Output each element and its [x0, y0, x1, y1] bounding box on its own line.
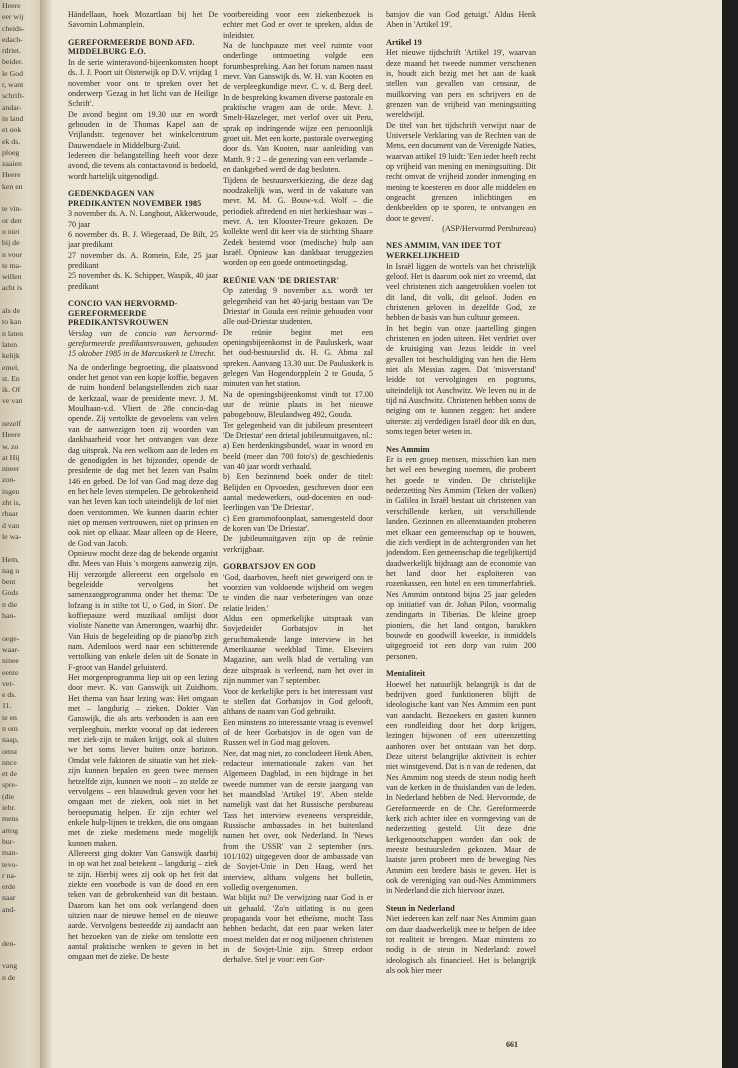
paragraph: Opnieuw mocht deze dag de bekende organist dhr. Mees van Huis 's morgens aanwezig zijn. Hij verzorgde allereerst een orgelsolo en begeleidde vervolgens het samenzangprogramma onder het thema: 'De lofzang is in stilte tot U, o God, in Sion'. De koffiepauze werd muzikaal omlijst door violiste Nanette van Amerongen, waarbij dhr. Van Huis de begeleiding op de piano'bp zich nam. Ademloos werd naar een schitterende vertolking van enkele delen uit de Sonate in F-groot van Handel geluisterd.	[68, 548, 218, 672]
gutter-fragment: tevo-	[2, 859, 19, 869]
section-title: NES AMMIM, VAN IDEE TOT WERKELIJKHEID	[386, 241, 502, 261]
section-title: Nes Ammim	[386, 444, 430, 454]
paragraph: Allereerst ging dokter Van Ganswijk daarbij in op wat het zoal betekent – langdurig – ziek te zijn. Hierbij wees zij ook op het feit dat ziekte een voorbode is van de dood en een teken van de gebrokenheid van dit bestaan. Daarom kan het ons ook verlangend doen uitzien naar de nieuwe hemel en de nieuwe aarde. Vervolgens besteedde zij aandacht aan het bezoeken van de zieke om tenslotte een aantal praktische wenken te geven in het omgaan met de zieke. De beste	[68, 848, 218, 962]
gutter-fragment: le wa-	[2, 531, 22, 541]
gutter-fragment: nneer	[2, 464, 20, 474]
gutter-fragment: (die	[2, 791, 15, 801]
paragraph: De jubileumuitgaven zijn op de reünie verkrijgbaar.	[223, 534, 373, 554]
paragraph: Tijdens de bestuursverkiezing, die deze dag noodzakelijk was, werd in de vakature van mevr. M. M. G. Bouw-v.d. Wolf – die periodiek aftredend en niet herkiesbaar was – mevr. A. ten Klooster-Treure gekozen. De kollekte werd dit keer via de stichting Shaare Zedek bestemd voor (medische) hulp aan Israël. Opnieuw kan dankbaar teruggezien worden op een goede ontmoetingsdag.	[223, 175, 373, 268]
gutter-fragment: bur-	[2, 836, 15, 846]
column-2	[223, 10, 373, 966]
paragraph: De reünie begint met een openingsbijeenkomst in de Pauluskerk, waar het oud-bestuurslid ds. H. G. Abma zal spreken. Aanvang 13.30 uur. De Pauluskerk is gelegen Van Hogendorpplein 2 te Gouda, 5 minuten van het station.	[223, 327, 373, 389]
gutter-fragment: den-	[2, 938, 16, 948]
date-entry: 3 november ds. A. N. Langhout, Akkerwoude, 70 jaar	[68, 209, 218, 229]
section-title: Steun in Nederland	[386, 903, 455, 913]
paragraph: Niet iedereen kan zelf naar Nes Ammim gaan om daar daadwerkelijk mee te helpen de idee tot realiteit te brengen. Maar minstens zo nodig is de steun in Nederland: zowel ideologisch als financieel. Het is belangrijk als ook hier meer	[386, 914, 536, 976]
gutter-fragment: spre-	[2, 780, 18, 790]
gutter-fragment: als de	[2, 306, 20, 316]
intro-text: Händellaan, hoek Mozartlaan bij het De Savornin Lohmanplein.	[68, 10, 218, 30]
gutter-fragment: zaaien	[2, 159, 22, 169]
paragraph: Nee, dat mag niet, zo concludeert Henk Aben, redacteur internationale zaken van het Algemeen Dagblad, in een bijdrage in het tweede nummer van de eerste jaargang van het maandblad 'Artikel 19'. Aben stelde namelijk vast dat het Russische persbureau Tass het interview eveneens verspreidde, Russische ambassades in het buitenland namen het over, ook Nederland. In 'News from the USSR' van 2 september (nrs. 101/102) uitgegeven door de ambassade van de Sovjet-Unie in Den Haag, werd het interview, althans volgens het bulletin, volledig overgenomen.	[223, 748, 373, 893]
gutter-fragment: rdriet.	[2, 46, 21, 56]
gutter-fragment: nnce	[2, 757, 17, 767]
gutter-fragment: te ma-	[2, 260, 22, 270]
gutter-fragment: willen	[2, 272, 22, 282]
gutter-fragment: ek ds.	[2, 136, 21, 146]
gutter-fragment: Hem,	[2, 554, 20, 564]
gutter-fragment: n de	[2, 972, 16, 982]
gutter-fragment: at Hij	[2, 452, 20, 462]
paragraph: In de serie winteravond-bijeenkomsten hoopt ds. J. J. Poort uit Oisterwijk op D.V. vrijdag 1 november voor ons te spreken over het onderwerp 'Gezag in het licht van de Heilige Schrift'.	[68, 57, 218, 109]
gutter-fragment: n voor	[2, 249, 23, 259]
gutter-fragment	[0, 926, 40, 937]
gutter-fragment	[0, 407, 40, 418]
gutter-fragment: w, zo	[2, 441, 19, 451]
gutter-fragment: r, want	[2, 80, 24, 90]
gutter-fragment: n laten	[2, 328, 23, 338]
paragraph: Na de openingsbijeenkomst vindt tot 17.00 uur de reünie plaats in het nieuwe pabogebouw, Bleulandweg 492, Gouda.	[223, 389, 373, 420]
gutter-fragment: waar-	[2, 644, 20, 654]
gutter-fragment: naar	[2, 893, 16, 903]
gutter-fragment: rbaar	[2, 509, 19, 519]
gutter-fragment: eer wij	[2, 12, 24, 22]
source-credit: (ASP/Hervormd Persbureau)	[442, 224, 536, 234]
section-title: GEDENKDAGEN VAN PREDIKANTEN NOVEMBER 1985	[68, 189, 202, 208]
gutter-fragment: in land	[2, 113, 24, 123]
gutter-fragment: eente	[2, 667, 19, 677]
gutter-fragment: Heere	[2, 1, 21, 10]
gutter-fragment: r na-	[2, 870, 17, 880]
gutter-fragment: nag u	[2, 565, 20, 575]
book-spine	[40, 0, 52, 1068]
section-title: Mentaliteit	[386, 668, 426, 678]
paragraph: Wat blijkt nu? De verwijzing naar God is er uit gehaald. 'Zo'n uitlating is nu geen propaganda voor het etheïsme, mocht Tass hebben bedacht, dat een paar weken later moest melden dat er nog miljoenen christenen in de Sovjet-Unie zijn. Streep erdoor derhalve. Stel je voor: een Gor-	[223, 893, 373, 965]
paragraph: Voor de kerkelijke pers is het interessant vast te stellen dat Gorbatsjov in God gelooft, althans de naam van God gebruikt.	[223, 686, 373, 717]
paragraph: Iedereen die belangstelling heeft voor deze avond, die tevens als contactavond is bedoeld, wordt hartelijk uitgenodigd.	[68, 150, 218, 181]
gutter-fragment: or den	[2, 215, 22, 225]
gutter-fragment: le God	[2, 68, 24, 78]
paragraph: Hoewel het natuurlijk belangrijk is dat de bedrijven goed funktioneren blijft de ideologische kant van Nes Ammim een punt van aandacht. Bezoekers en gasten kunnen een rondleiding door het dorp krijgen, lezingen bijwonen of een uiteenzetting aanhoren over het ontstaan van het dorp. Deze uiterst belangrijke aktiviteit is echter niet winstgevend. Dat is n van de redenen, dat Nes Ammim nog steeds de steun nodig heeft van de kerken in de thuislanden van de leden. In Nederland hebben de Ned. Hervormde, de Gereformeerde en de Chr. Gereformeerde kerk zich achter idee en vormgeving van de nederzetting gesteld. Uit deze drie kerkgenootschappen worden dan ook de meeste bestuursleden gekozen. Maar de laatste jaren probeert men de beweging Nes Ammim een bredere basis te geven. Het is ook de vereniging van oud-Nes Ammimmers in Nederland die zich hiervoor inzet.	[386, 679, 536, 896]
section-subtitle: Verslag van de concio van hervormd-gereformeerde predikantsvrouwen, gehouden 15 oktober 1985 in de Marcuskerk te Utrecht.	[68, 328, 218, 359]
gutter-fragment: e ds.	[2, 690, 17, 700]
section-title: GORBATSJOV EN GOD	[223, 562, 316, 572]
paragraph: b) Een bezinnend boek onder de titel: Belijden en Opvoeden, geschreven door een aantal medewerkers, oud-docenten en oud-leerlingen van 'De Driestar'.	[223, 472, 373, 513]
gutter-fragment: ploeg	[2, 147, 20, 157]
paragraph: batsjov die van God getuigt.' Aldus Henk Aben in 'Artikel 19'.	[386, 10, 536, 30]
gutter-fragment: andar-	[2, 102, 22, 112]
paragraph: De avond begint om 19.30 uur en wordt gehouden in de Thomas Kapel aan de Vrijlandstr. tegenover het winkelcentrum Dauwendaele in Middelburg-Zuid.	[68, 109, 218, 150]
gutter-fragment: d van	[2, 520, 20, 530]
gutter-fragment: 11.	[2, 701, 12, 711]
section-title: CONCIO VAN HERVORMD-GEREFORMEERDE PREDIKANTSVROUWEN	[68, 298, 178, 328]
gutter-fragment: artog	[2, 825, 19, 835]
gutter-fragment: iebr.	[2, 803, 16, 813]
gutter-fragment	[0, 621, 40, 632]
gutter-fragment: and-	[2, 904, 16, 914]
gutter-fragment: Heere	[2, 170, 21, 180]
section-title: REÜNIE VAN 'DE DRIESTAR'	[223, 275, 340, 285]
gutter-fragment: han-	[2, 611, 16, 621]
gutter-fragment: schrift-	[2, 91, 25, 101]
paragraph: Het morgenprogramma liep uit op een lezing door mevr. K. van Ganswijk uit Zuidhorn. Het thema van haar lezing was: Het omgaan met – langdurig – zieken. Dokter Van Ganswijk, die als arts verbonden is aan een verpleeghuis, merkte vooraf op dat iedereen met ziek-zijn te maken krijgt, ook al sluiten we het soms liever buiten onze horizon. Omdat vele faktoren de situatie van het ziek-zijn kunnen bepalen en geen twee mensen hetzelfde zijn, kunnen we nooit – zo stelde ze vervolgens – een blauwdruk geven voor het omgaan met de zieken, ook niet in het beroepsmatig helpen. Er zijn echter wel enkele hulp-lijnen te trekken, die ons omgaan met de zieke medemens mede mogelijk kunnen maken.	[68, 673, 218, 848]
gutter-fragment: ver-	[2, 678, 15, 688]
gutter-fragment: beider.	[2, 57, 23, 67]
paragraph: In het begin van onze jaartelling gingen christenen en joden uiteen. Het verdriet over de kruisiging van Jezus leidde in veel gevallen tot beschuldiging van hen die Hem niet als Messias zagen. Dat 'misverstand' leidde tot vervolgingen en pogroms, uiteindelijk tot Auschwitz. We leven nu in de tijd ná Auschwitz. Christenen hebben soms de neiging om te kunnen zeggen: het andere uiterste: zij verdedigen Israël door dik en dun, soms tegen beter weten in.	[386, 323, 536, 437]
gutter-fragment: st. En	[2, 373, 20, 383]
gutter-fragment	[0, 192, 40, 203]
date-entry: 6 november ds. B. J. Wiegeraad, De Bilt, 25 jaar predikant	[68, 229, 218, 250]
paragraph: Na de lunchpauze met veel ruimte voor onderlinge ontmoeting volgde een forumbespreking. Aan het forum namen naast mevr. Van Ganswijk ds. W. H. van Kooten en de verpleegkundige mevr. C. v. d. Berg deel. In de bespreking kwamen diverse pastorale en praktische vragen aan de orde. Mevr. J. Smelt-Hazeleger, met verlof over uit Peru, sprak op indringende wijze een persoonlijk groet uit. Met een korte, pastorale overweging door ds. Van Kooten, naar aanleiding van Matth. 9 : 2 – de genezing van een verlamde – en dankgebed werd de dag besloten.	[223, 41, 373, 175]
paragraph: a) Een herdenkingsbundel, waar in woord en beeld (meer dan 700 foto's) de geschiedenis van 40 jaar wordt verhaald.	[223, 441, 373, 472]
gutter-fragment: et de	[2, 769, 17, 779]
paragraph: Aldus een opmerkelijke uitspraak van Sovjetleider Gorbatsjov in het geruchtmakende lange interview in het Amerikaanse weekblad Time. Elseviers Magazine, aan welk blad de vertaling van deze uitspraak is verleend, nam het over in zijn nummer van 7 september.	[223, 614, 373, 686]
gutter-fragment: acht is	[2, 283, 23, 293]
section-title: GEREFORMEERDE BOND AFD. MIDDELBURG E.O.	[68, 37, 195, 57]
paragraph: In Israël liggen de wortels van het christelijk geloof. Het is daarom ook niet zo vreemd, dat veel christenen zich aangetrokken voelen tot dit land, dit volk, dit geloof. Joden en christenen geloven in dezelfde God, ze hebben de basis van hun cultuur gemeen.	[386, 261, 536, 323]
gutter-fragment: ken en	[2, 181, 23, 191]
column-3	[386, 10, 536, 976]
paragraph: Na de onderlinge begroeting, die plaatsvond onder het genot van een kopje koffie, begaven de ruim honderd belangstellenden zich naar de kerkzaal, waar de presidente mevr. J. M. Moulhaan-v.d. Vliert de 28e concio-dag opende. Zij vertolkte de gevoelens van velen van de aanwezigen toen zij woorden van dankbaarheid voor het ontvangen van deze dag uitsprak. Na een welkom aan de leden en de genodigden in het bijzonder, opende de presidente de dag met het lezen van Psalm 146 en gebed. De lof van God mag deze dag en het hele leven stempelen. De gebrokenheid van het leven kan toch uiteindelijk de lof niet doen verstommen. We kunnen daarin echter niet op mensen vertrouwen, niet op prinsen en ook niet op elkaar. Maar alleen op de Heere, de God van Jacob.	[68, 362, 218, 548]
gutter-fragment: Heere	[2, 430, 21, 440]
gutter-fragment: zon-	[2, 475, 16, 485]
gutter-fragment: oege-	[2, 633, 20, 643]
column-1	[68, 10, 218, 963]
gutter-fragment: zht is,	[2, 498, 21, 508]
gutter-fragment: bij de	[2, 238, 20, 248]
gutter-fragment: mens	[2, 814, 19, 824]
gutter-fragment: Gods	[2, 588, 19, 598]
gutter-fragment: ve van	[2, 396, 23, 406]
paragraph: Ter gelegenheid van dit jubileum presenteert 'De Driestar' een drietal jubileumuitgaven, nl.:	[223, 420, 373, 440]
gutter-fragment: omst	[2, 746, 18, 756]
gutter-fragment	[0, 294, 40, 305]
gutter-fragment	[0, 542, 40, 553]
date-entry: 25 november ds. K. Schipper, Waspik, 40 jaar predikant	[68, 271, 218, 291]
paragraph: Een minstens zo interessante vraag is evenwel of de heer Gorbatsjov in de ogen van de Russen wel in God mag geloven.	[223, 717, 373, 748]
paragraph: voorbereiding voor een ziekenbezoek is echter met God er over te spreken, aldus de inleidster.	[223, 10, 373, 40]
gutter-fragment: ingen	[2, 486, 20, 496]
paragraph: 'God, daarboven, heeft niet geweigerd ons te voorzien van voldoende wijsheid om wegen te vinden die naar verbeteringen van onze relatie leiden.'	[223, 572, 373, 613]
gutter-fragment: et ook	[2, 125, 22, 135]
gutter-fragment: naap,	[2, 735, 19, 745]
paragraph: De titel van het tijdschrift verwijst naar de Universele Verklaring van de Rechten van de Mens, een document van de Verenigde Naties, waarvan artikel 19 luidt: 'Een ieder heeft recht op vrijheid van mening en meningsuiting. Dit recht omvat de vrijheid zonder inmenging en mening te koesteren en door alle middelen en ongeacht grenzen inlichtingen en denkbeelden op te sporen, te ontvangen en door te geven'.	[386, 120, 536, 223]
scan-edge	[722, 0, 738, 1068]
gutter-fragment: n om	[2, 724, 18, 733]
gutter-fragment: edach-	[2, 34, 23, 44]
paragraph: c) Een grammofoonplaat, samengesteld door de koren van 'De Driestar'.	[223, 513, 373, 534]
gutter-fragment: emel,	[2, 362, 20, 372]
gutter-fragment: nezelf	[2, 418, 22, 428]
gutter-fragment: u niet	[2, 226, 20, 236]
paragraph: Er is een groep mensen, misschien kan men het wel een beweging noemen, die probeert het goede te vinden. De christelijke nederzetting Nes Ammim (Teken der volken) in Galilea in Israël bestaat uit christenen van verschillende kerken, uit verschillende landen. Gezinnen en alleenstaanden proberen met elkaar een gemeenschap op te bouwen, die zich verdiept in de achtergronden van het jodendom. Een gemeenschap die tegelijkertijd daadwerkelijk bijdraagt aan de economie van het land door het exploiteren van rozenkassen, een hotel en een timmerfabriek. Nes Ammim ontstond bijna 25 jaar geleden op initiatief van dr. Johan Pilon, voormalig zendingarts in Tiberias. De kleine groep pioniers, die het land ontgon, barakken bouwde en goodwill kweekte, is inmiddels uitgegroeid tot een dorp van ruim 200 personen.	[386, 455, 536, 661]
page-number: 661	[506, 1040, 518, 1049]
gutter-fragment: laten	[2, 339, 18, 349]
gutter-fragment: n die	[2, 599, 18, 609]
paragraph: Op zaterdag 9 november a.s. wordt ter gelegenheid van het 40-jarig bestaan van 'De Driestar' in Gouda een reünie gehouden voor alle oud-Driestar studenten.	[223, 286, 373, 327]
previous-page-fragment	[0, 0, 40, 1068]
gutter-fragment: kelijk	[2, 351, 20, 361]
gutter-fragment: te vin-	[2, 204, 23, 214]
gutter-fragment: vang	[2, 961, 18, 971]
section-title: Artikel 19	[386, 37, 422, 47]
gutter-fragment: ik. Of	[2, 385, 21, 395]
gutter-fragment: cheids-	[2, 23, 25, 33]
date-entry: 27 november ds. A. Romein, Ede, 25 jaar predikant	[68, 250, 218, 270]
gutter-fragment: erde	[2, 882, 16, 892]
gutter-fragment	[0, 949, 40, 960]
gutter-fragment: bent	[2, 577, 16, 587]
paragraph: Het nieuwe tijdschrift 'Artikel 19', waarvan deze maand het tweede nummer verschenen is, houdt zich bezig met het aan de kaak stellen van gevallen van censuur, de muilkorving van pers en schrijvers en de grenzen van de vrijheid van meningsuiting wereldwijd.	[386, 48, 536, 120]
gutter-fragment	[0, 915, 40, 926]
gutter-fragment: to kan	[2, 317, 22, 327]
gutter-fragment: ninee	[2, 656, 19, 666]
gutter-fragment: te en	[2, 712, 17, 722]
gutter-fragment: man-	[2, 848, 19, 858]
